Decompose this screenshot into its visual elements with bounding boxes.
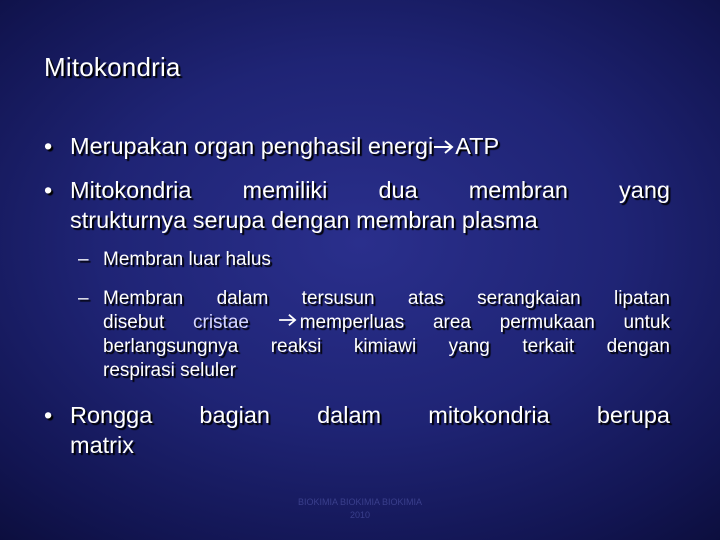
- footer-line: 2010: [349, 510, 371, 520]
- slide-title: Mitokondria: [44, 52, 181, 82]
- footer-line: BIOKIMIA BIOKIMIA BIOKIMIA: [297, 497, 423, 507]
- sub-bullet-1: [78, 248, 670, 272]
- bullet-2: [44, 175, 670, 235]
- bullet-text: [70, 131, 670, 161]
- bullet-text: [70, 400, 670, 460]
- sub-bullet-marker: –: [78, 288, 89, 309]
- bullet-marker: •: [44, 402, 53, 428]
- sub-bullet-line: Membran dalam tersusun atas serangkaian lipatan: [103, 288, 670, 309]
- sub-bullet-line: berlangsungnya reaksi kimiawi yang terkait dengan: [103, 336, 670, 357]
- bullet-text: [70, 175, 670, 235]
- sub-bullet-2: [78, 287, 670, 383]
- right-arrow-icon: [433, 138, 455, 156]
- slide-footer: [240, 496, 480, 522]
- sub-bullet-marker: –: [78, 249, 89, 270]
- sub-bullet-line: [103, 311, 670, 335]
- bullet-text-result: ATP: [455, 133, 500, 159]
- cristae-term: cristae: [193, 312, 278, 333]
- bullet-marker: •: [44, 133, 53, 159]
- sub-bullet-line-end: memperluas area permukaan untuk: [299, 312, 670, 333]
- bullet-line: matrix: [70, 432, 134, 458]
- sub-bullet-text: Membran luar halus: [103, 249, 271, 270]
- sub-bullet-text: [103, 287, 670, 383]
- sub-bullet-line: respirasi seluler: [103, 360, 237, 381]
- bullet-text-main: Merupakan organ penghasil energi: [70, 133, 434, 159]
- bullet-line: Rongga bagian dalam mitokondria berupa: [70, 402, 670, 428]
- bullet-3: [44, 400, 670, 460]
- bullet-line: strukturnya serupa dengan membran plasma: [70, 207, 538, 233]
- right-arrow-icon: [278, 312, 300, 330]
- sub-bullet-line-start: disebut: [103, 312, 193, 333]
- bullet-1: [44, 131, 670, 161]
- bullet-marker: •: [44, 177, 53, 203]
- bullet-line: Mitokondria memiliki dua membran yang: [70, 177, 670, 203]
